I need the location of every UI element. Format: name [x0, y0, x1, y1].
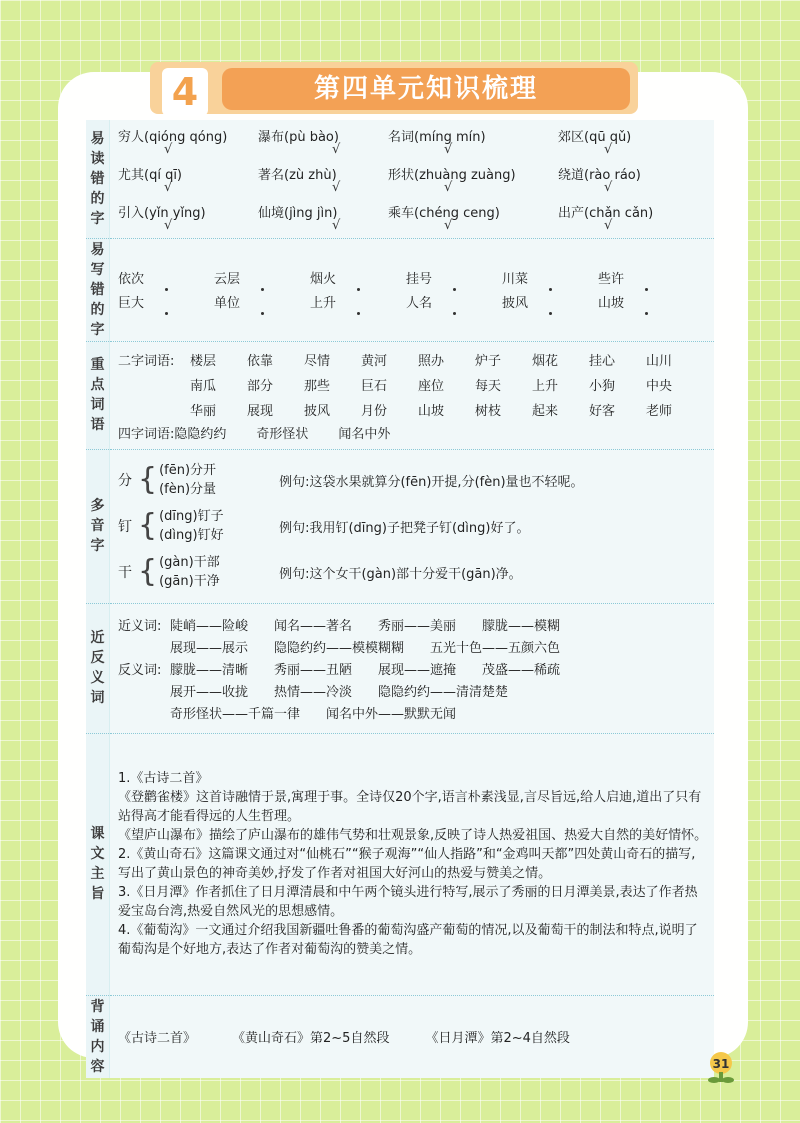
word: 座位	[418, 378, 445, 394]
word-pair: 展现——遮掩	[378, 662, 457, 678]
word: 炉子	[475, 353, 502, 369]
word-pair: 茂盛——稀疏	[482, 662, 561, 678]
reading-word: 绕道(rào ráo) √	[558, 167, 641, 195]
reading-word: 穷人(qióng qóng) √	[118, 129, 228, 157]
check-mark-icon: √	[444, 179, 453, 195]
writing-word: 上升	[310, 292, 406, 311]
word: 那些	[304, 378, 331, 394]
writing-word: 挂号	[406, 268, 502, 287]
synonyms-content	[110, 603, 715, 733]
words-row	[118, 372, 708, 397]
words-content	[110, 341, 715, 449]
theme-paragraph: 1.《古诗二首》	[118, 771, 209, 786]
theme-paragraph: 《望庐山瀑布》描绘了庐山瀑布的雄伟气势和壮观景象,反映了诗人热爱祖国、热爱大自然的美好情怀。	[118, 828, 708, 843]
word: 上升	[532, 378, 559, 394]
label-text: 背诵 内容	[90, 998, 105, 1075]
reading-b: (gān)干净	[159, 574, 220, 589]
check-mark-icon: √	[164, 141, 173, 157]
check-mark-icon: √	[444, 217, 453, 233]
word: 山坡	[418, 403, 445, 419]
check-mark-icon: √	[332, 217, 341, 233]
word-pair: 秀丽——美丽	[378, 618, 457, 634]
word: 巨石	[361, 378, 388, 394]
pair-row	[118, 657, 708, 679]
reading-row	[118, 122, 708, 160]
word-pair: 朦胧——模糊	[482, 618, 561, 634]
writing-word: 披风	[502, 292, 598, 311]
label-text: 课文 主旨	[90, 826, 105, 902]
word-pair: 五光十色——五颜六色	[430, 640, 561, 656]
reading-word: 形状(zhuàng zuàng) √	[388, 167, 516, 195]
word-pair: 闻名中外——默默无闻	[326, 706, 457, 722]
writing-row	[118, 266, 708, 290]
word: 老师	[646, 403, 673, 419]
reading-word: 名词(míng mín) √	[388, 129, 486, 157]
reading-b: (fèn)分量	[159, 482, 217, 497]
themes-content	[110, 733, 715, 995]
word: 山川	[646, 353, 673, 369]
readings	[159, 553, 279, 591]
polyphone-char: 钉	[118, 519, 132, 535]
pair-row	[118, 635, 708, 657]
reading-a: (fēn)分开	[159, 463, 217, 478]
word: 树枝	[475, 403, 502, 419]
reading-content	[110, 120, 715, 238]
pair-row	[118, 679, 708, 701]
writing-word: 人名	[406, 292, 502, 311]
words-row	[118, 397, 708, 422]
word-pair: 隐隐约约——清清楚楚	[378, 684, 509, 700]
writing-word: 些许	[598, 268, 694, 287]
label-text: 近反 义词	[90, 630, 105, 706]
word: 起来	[532, 403, 559, 419]
brace: {	[138, 508, 158, 543]
label-polyphone	[86, 449, 110, 603]
check-mark-icon: √	[604, 179, 613, 195]
reading-word: 郊区(qū qǔ) √	[558, 129, 632, 157]
reading-word: 瀑布(pù bào) √	[258, 129, 341, 157]
knowledge-table	[86, 120, 714, 1078]
readings	[159, 507, 279, 545]
word: 中央	[646, 378, 673, 394]
writing-word: 依次	[118, 268, 214, 287]
label-reading	[86, 120, 110, 238]
word: 依靠	[247, 353, 274, 369]
word: 黄河	[361, 353, 388, 369]
polyphone-content	[110, 449, 715, 603]
theme-paragraph: 4.《葡萄沟》一文通过介绍我国新疆吐鲁番的葡萄沟盛产葡萄的情况,以及葡萄干的制法和特点,说明了葡萄沟是个好地方,表达了作者对葡萄沟的赞美之情。	[118, 923, 698, 957]
reading-word: 仙境(jìng jìn) √	[258, 205, 341, 233]
word: 闻名中外	[338, 427, 391, 442]
word-pair: 闻名——著名	[274, 618, 353, 634]
word-pair: 展现——展示	[170, 640, 249, 656]
word: 月份	[361, 403, 388, 419]
pair-row	[118, 613, 708, 635]
reading-word: 著名(zù zhù) √	[258, 167, 341, 195]
polyphone-item	[118, 457, 708, 503]
word-pair: 陡峭——险峻	[170, 618, 249, 634]
reading-word: 引入(yǐn yǐng) √	[118, 205, 206, 233]
reading-word: 乘车(chéng ceng) √	[388, 205, 500, 233]
writing-word: 山坡	[598, 292, 694, 311]
check-mark-icon: √	[332, 179, 341, 195]
reading-a: (dīng)钉子	[159, 509, 224, 524]
words-row	[118, 347, 708, 372]
example-sentence: 例句:这袋水果就算分(fēn)开提,分(fèn)量也不轻呢。	[279, 474, 584, 490]
writing-word: 烟火	[310, 268, 406, 287]
label-text: 易写 错的 字	[90, 241, 105, 338]
word: 部分	[247, 378, 274, 394]
pair-row	[118, 701, 708, 723]
reading-a: (gàn)干部	[159, 555, 220, 570]
example-sentence: 例句:这个女干(gàn)部十分爱干(gān)净。	[279, 566, 522, 582]
reading-word: 出产(chǎn cǎn) √	[558, 205, 654, 233]
label-themes	[86, 733, 110, 995]
recite-item: 《古诗二首》	[118, 1031, 197, 1046]
two-label: 二字词语:	[118, 353, 175, 369]
brace: {	[138, 462, 158, 497]
label-recite	[86, 995, 110, 1078]
brace: {	[138, 554, 158, 589]
page-number: 31	[712, 1057, 730, 1071]
writing-word: 巨大	[118, 292, 214, 311]
page-title: 第四单元知识梳理	[222, 68, 630, 110]
theme-paragraph: 2.《黄山奇石》这篇课文通过对“仙桃石”“猴子观海”“仙人指路”和“金鸡叫天都”四处黄山奇石的描写,写出了黄山景色的神奇美妙,抒发了作者对祖国大好河山的热爱与赞美之情。	[118, 847, 696, 881]
word-pair: 奇形怪状——千篇一律	[170, 706, 301, 722]
polyphone-char: 分	[118, 473, 132, 489]
word-pair: 隐隐约约——模模糊糊	[274, 640, 405, 656]
word: 小狗	[589, 378, 616, 394]
word-pair: 朦胧——清晰	[170, 662, 249, 678]
check-mark-icon: √	[164, 217, 173, 233]
label-text: 重点 词语	[90, 357, 105, 433]
word-pair: 秀丽——丑陋	[274, 662, 353, 678]
check-mark-icon: √	[332, 141, 341, 157]
word: 隐隐约约	[174, 427, 227, 442]
writing-word: 云层	[214, 268, 310, 287]
word: 每天	[475, 378, 502, 394]
word: 展现	[247, 403, 274, 419]
check-mark-icon: √	[604, 217, 613, 233]
word: 好客	[589, 403, 616, 419]
recite-item: 《黄山奇石》第2~5自然段	[232, 1031, 390, 1046]
four-char-words	[118, 422, 708, 444]
writing-word: 单位	[214, 292, 310, 311]
check-mark-icon: √	[164, 179, 173, 195]
polyphone-item	[118, 503, 708, 549]
unit-number: 4	[162, 68, 208, 116]
reading-b: (dìng)钉好	[159, 528, 224, 543]
recite-item: 《日月潭》第2~4自然段	[425, 1031, 570, 1046]
word: 楼层	[190, 353, 217, 369]
word-pair: 展开——收拢	[170, 684, 249, 700]
label-text: 易读 错的 字	[90, 130, 105, 227]
label-words	[86, 341, 110, 449]
word: 奇形怪状	[256, 427, 309, 442]
polyphone-char: 干	[118, 565, 132, 581]
readings	[159, 461, 279, 499]
writing-row	[118, 290, 708, 314]
word: 披风	[304, 403, 331, 419]
reading-row	[118, 160, 708, 198]
word-pair: 热情——冷淡	[274, 684, 353, 700]
writing-word: 川菜	[502, 268, 598, 287]
word: 华丽	[190, 403, 217, 419]
label-text: 多音 字	[90, 498, 105, 554]
label-synonyms	[86, 603, 110, 733]
check-mark-icon: √	[604, 141, 613, 157]
page-badge-icon	[702, 1050, 740, 1086]
label-writing	[86, 238, 110, 341]
word: 挂心	[589, 353, 616, 369]
four-label: 四字词语:	[118, 427, 175, 442]
word: 南瓜	[190, 378, 217, 394]
reading-word: 尤其(qí qī) √	[118, 167, 183, 195]
reading-row	[118, 198, 708, 236]
recite-content	[110, 995, 715, 1078]
word: 尽情	[304, 353, 331, 369]
pair-label: 近义词:	[118, 618, 162, 634]
check-mark-icon: √	[444, 141, 453, 157]
theme-paragraph: 《登鹳雀楼》这首诗融情于景,寓理于事。全诗仅20个字,语言朴素浅显,言尽旨远,给人启迪,道出了只有站得高才能看得远的人生哲理。	[118, 790, 702, 824]
pair-label: 反义词:	[118, 662, 162, 678]
example-sentence: 例句:我用钉(dīng)子把凳子钉(dìng)好了。	[279, 520, 530, 536]
word: 烟花	[532, 353, 559, 369]
polyphone-item	[118, 549, 708, 595]
word: 照办	[418, 353, 445, 369]
theme-paragraph: 3.《日月潭》作者抓住了日月潭清晨和中午两个镜头进行特写,展示了秀丽的日月潭美景,表达了作者热爱宝岛台湾,热爱自然风光的思想感情。	[118, 885, 698, 919]
writing-content	[110, 238, 715, 341]
